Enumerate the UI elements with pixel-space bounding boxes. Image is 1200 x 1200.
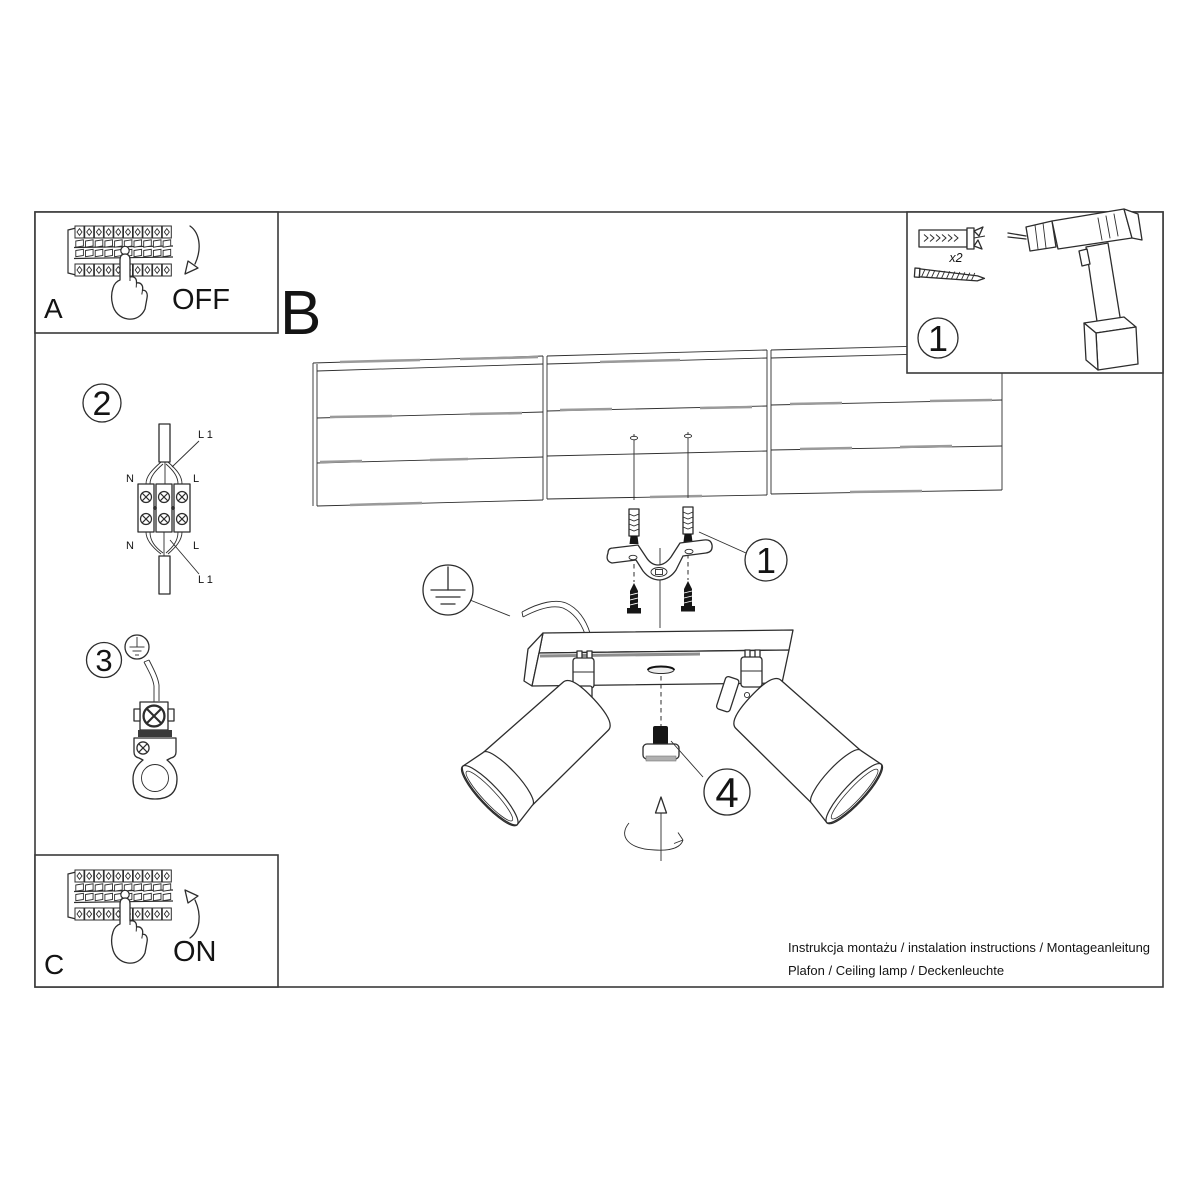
on-label: ON [173,936,217,968]
ground-terminal [133,702,177,799]
pilot-hole-pins [630,432,691,500]
section-a-label: A [44,293,63,324]
wall-plug-right [683,507,693,542]
section-breaker-off [35,212,278,333]
ceiling-panels [313,344,1002,506]
ground-icon [423,565,510,616]
lamp-head-right [723,668,889,830]
cable-bottom [159,556,170,594]
callout-4-number: 4 [715,769,739,816]
footer-line2: Plafon / Ceiling lamp / Deckenleuchte [788,963,1005,978]
label-l1-top: L 1 [198,429,213,441]
plug-count-label: x2 [949,251,963,265]
power-cable [522,601,590,634]
footer-line1: Instrukcja montażu / instalation instructions / Montageanleitung [788,940,1151,955]
label-n-bottom: N [126,540,134,552]
wall-plug-icon [919,227,985,249]
label-n-top: N [126,473,134,485]
wires-bottom [146,532,182,556]
grounding-diagram [87,635,178,799]
callout-2-number: 2 [92,385,112,423]
label-l-bottom: L [193,540,200,552]
section-breaker-on [35,855,278,987]
ground-wire [144,660,159,702]
callout-adjust [671,741,750,816]
footer-text [788,940,1150,978]
mounting-screw-left [627,583,641,614]
wall-plug-left [629,509,639,544]
ground-icon-small [125,635,149,659]
section-tools [907,209,1163,373]
label-l-top: L [193,473,200,485]
callout-3-number: 3 [95,643,113,678]
wires-top [146,462,182,484]
off-label: OFF [172,284,230,316]
mounting-screw-right [681,581,695,612]
terminal-block [138,484,190,532]
cable-top [159,424,170,462]
callout-1-number: 1 [755,540,777,581]
tools-box-number: 1 [927,318,949,359]
section-b-label: B [280,279,322,348]
rotation-icon [625,797,683,861]
section-c-label: C [44,949,65,980]
wiring-diagram [83,384,213,594]
plank-shading [320,357,992,505]
lamp-head-left [455,670,621,832]
label-l1-bottom: L 1 [198,574,213,586]
callout-mounting [699,532,787,581]
